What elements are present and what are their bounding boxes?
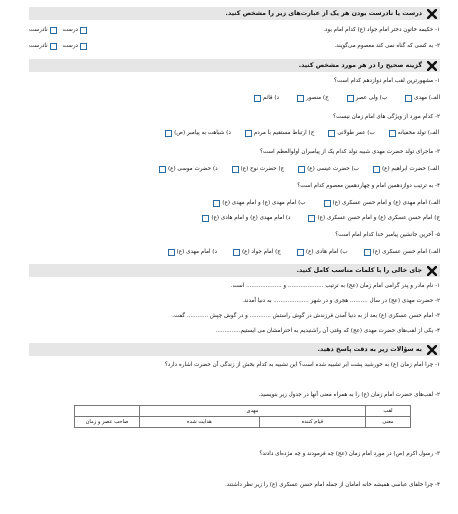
- option-checkbox[interactable]: [159, 166, 166, 173]
- option-checkbox[interactable]: [328, 130, 335, 137]
- option-checkbox[interactable]: [165, 130, 172, 137]
- section4-title: به سؤالات زیر به دقت پاسخ دهید.: [317, 345, 422, 353]
- question-3: ۳- رسول اکرم (ص) در مورد امام زمان (عج) چه فرمودند و چه مژده‌ای دادند؟: [259, 451, 440, 457]
- option-checkbox[interactable]: [347, 95, 354, 102]
- option-checkbox[interactable]: [297, 95, 304, 102]
- option-checkbox[interactable]: [308, 215, 315, 222]
- option-checkbox[interactable]: [232, 166, 239, 173]
- option-checkbox[interactable]: [298, 166, 305, 173]
- mc-question-5: ۵- آخرین جانشین پیامبر خدا کدام امام است؟: [335, 232, 440, 238]
- mc-question-2: ۲- کدام مورد از ویژگی های امام زمان نیست؟: [333, 114, 440, 120]
- blank-item-3: ۳- امام حسن عسکری (ع) بعد از به دنیا آمدن فرزندش در گوش راستش ............ و در گوش چپش ............ گفت.: [172, 313, 440, 319]
- option-checkbox[interactable]: [297, 249, 304, 256]
- mc-options-5: الف) امام حسن عسکری (ع) ب) امام هادی (ع) ج) امام جواد (ع) د) امام مهدی (ع): [100, 247, 440, 257]
- option-checkbox[interactable]: [213, 200, 220, 207]
- table-row: معنی قیام کننده هدایت شده صاحب عصر و زمان: [75, 417, 411, 428]
- question-2: ۲- لقب‌های حضرت امام زمان (ع) را به همراه معنی آنها در جدول زیر بنویسید.: [258, 392, 440, 398]
- mc-options-2: الف) تولد مخفیانه ب) عمر طولانی ج) ارتباط مستقیم با مردم د) شباهت به پیامبر (ص): [29, 128, 439, 138]
- close-icon: [426, 60, 438, 72]
- option-checkbox[interactable]: [405, 95, 412, 102]
- option-checkbox[interactable]: [389, 130, 396, 137]
- close-icon: [426, 344, 438, 356]
- section3-header: [29, 264, 440, 277]
- tf-item-1: ۱- حکیمه خاتون دختر امام جواد (ع) کدام امام بود. درست نادرست: [29, 26, 440, 33]
- question-4: ۴- چرا خلفای عباسی همیشه خانه امامان از جمله امام حسن عسکری (ع) را زیر نظر داشتند.: [225, 482, 440, 488]
- false-checkbox-1[interactable]: [50, 27, 57, 34]
- section2-title: گزینه صحیح را در هر مورد مشخص کنید.: [298, 61, 422, 69]
- mc-options-3: الف) حضرت ابراهیم (ع) ب) حضرت عیسی (ع) ج) حضرت نوح (ع) د) حضرت موسی (ع): [29, 164, 439, 174]
- tf-question-2: ۲- به کسی که گناه نمی کند معصوم می‌گویند.: [334, 42, 440, 49]
- section3-title: جای خالی را با کلمات مناسب کامل کنید.: [296, 266, 422, 274]
- mc-options-1: الف) مهدی ب) ولی عصر ج) منصور د) قائم: [80, 93, 440, 103]
- section1-title: درست یا نادرست بودن هر یک از عبارت‌های زیر را مشخص کنید.: [225, 9, 422, 17]
- section4-header: [29, 343, 440, 356]
- mc-question-4: ۴- به ترتیب دوازدهمین امام و چهاردهمین معصوم کدام است؟: [297, 183, 440, 189]
- mc-options-4b: ج) امام حسن عسکری (ع) و امام حسن عسکری (ع) د) امام مهدی (ع) و امام هادی (ع): [100, 213, 440, 223]
- mc-options-4a: الف) امام مهدی (ع) و امام حسن عسکری (ع) ب) امام مهدی (ع) و امام مهدی (ع): [100, 198, 440, 208]
- mc-question-1: ۱- مشهورترین لقب امام دوازدهم کدام است؟: [334, 78, 440, 84]
- option-checkbox[interactable]: [373, 166, 380, 173]
- titles-table: [74, 405, 411, 428]
- option-checkbox[interactable]: [245, 130, 252, 137]
- question-1: ۱- چرا امام زمان (ع) به خورشید پشت ابر تشبیه شده است؟ این تشبیه به کدام بخش از زندگی آن حضرت اشاره دارد؟: [164, 362, 440, 368]
- true-checkbox-2[interactable]: [80, 43, 87, 50]
- blank-item-1: ۱- نام مادر و پدر گرامی امام زمان (عج) به ترتیب .................... و .................... است.: [230, 283, 440, 289]
- tf-item-2: ۲- به کسی که گناه نمی کند معصوم می‌گویند. درست نادرست: [29, 42, 440, 49]
- section1-header: [29, 7, 440, 20]
- blank-item-4: ۴- یکی از لقب‌های حضرت مهدی (عج) که وقتی آن راشنیدیم به احترامشان می ایستیم..............: [215, 328, 440, 334]
- option-checkbox[interactable]: [202, 215, 209, 222]
- option-checkbox[interactable]: [233, 249, 240, 256]
- tf-question-1: ۱- حکیمه خاتون دختر امام جواد (ع) کدام امام بود.: [323, 26, 440, 33]
- close-icon: [426, 265, 438, 277]
- option-checkbox[interactable]: [324, 200, 331, 207]
- option-checkbox[interactable]: [254, 95, 261, 102]
- false-checkbox-2[interactable]: [50, 43, 57, 50]
- mc-question-3: ۳- ماجرای تولد حضرت مهدی شبیه تولد کدام یک از پیامبران اولوالعظم است؟: [260, 149, 440, 155]
- table-row: لقب مهدی: [75, 406, 411, 417]
- option-checkbox[interactable]: [364, 249, 371, 256]
- close-icon: [426, 8, 438, 20]
- true-checkbox-1[interactable]: [80, 27, 87, 34]
- section2-header: [29, 59, 440, 72]
- option-checkbox[interactable]: [168, 249, 175, 256]
- blank-item-2: ۲- حضرت مهدی (عج) در سال .......... هجری و در شهر .................... به دنیا آمدند.: [242, 298, 440, 304]
